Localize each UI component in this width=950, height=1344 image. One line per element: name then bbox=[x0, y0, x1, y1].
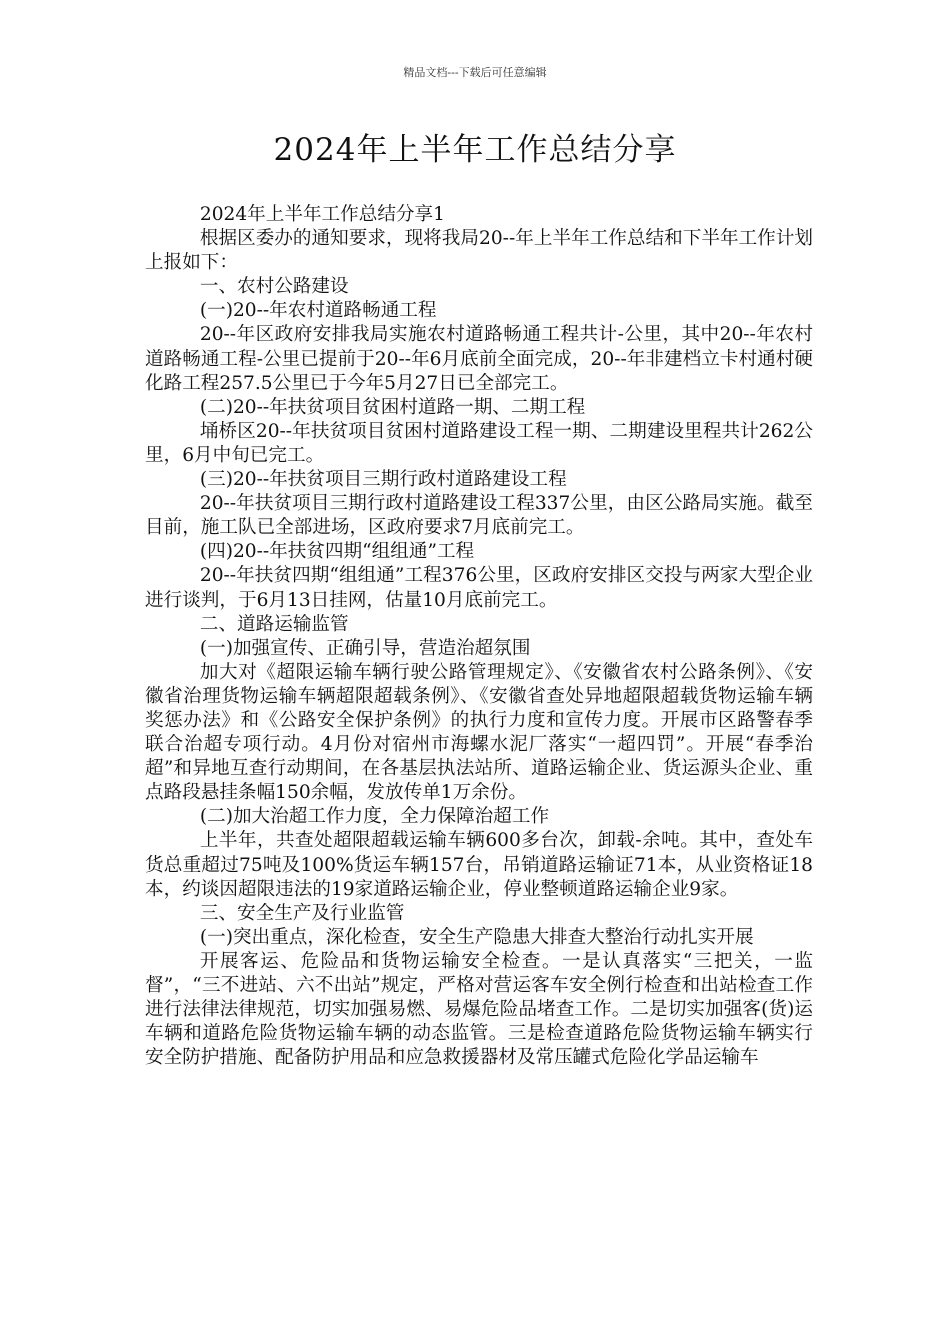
paragraph: 20--年扶贫四期“组组通”工程376公里，区政府安排区交投与两家大型企业进行谈判，于6月13日挂网，估量10月底前完工。 bbox=[145, 565, 813, 611]
page-header-note: 精品文档---下载后可任意编辑 bbox=[403, 66, 547, 79]
subsection-heading: (四)20--年扶贫四期“组组通”工程 bbox=[199, 541, 475, 563]
subsection-heading: (三)20--年扶贫项目三期行政村道路建设工程 bbox=[199, 469, 567, 491]
paragraph: 根据区委办的通知要求，现将我局20--年上半年工作总结和下半年工作计划上报如下： bbox=[145, 228, 813, 274]
section-heading: 一、农村公路建设 bbox=[199, 276, 349, 298]
subsection-heading: (二)20--年扶贫项目贫困村道路一期、二期工程 bbox=[199, 396, 586, 418]
document-title: 2024年上半年工作总结分享 bbox=[273, 132, 677, 168]
paragraph: 开展客运、危险品和货物运输安全检查。一是认真落实“三把关，一监督”，“三不进站、六不出站”规定，严格对营运客车安全例行检查和出站检查工作进行法律法律规范，切实加强易燃、易爆危险品堵查工作。二是切实加强客(货)运车辆和道路危险货物运输车辆的动态监管。三是检查道路危险货物运输车辆实行安全防护措施、配备防护用品和应急救援器材及常压罐式危险化学品运输车 bbox=[145, 950, 813, 1069]
paragraph: 20--年区政府安排我局实施农村道路畅通工程共计-公里，其中20--年农村道路畅通工程-公里已提前于20--年6月底前全面完成，20--年非建档立卡村通村硬化路工程257.5公里已于今年5月27日已全部完工。 bbox=[145, 324, 813, 394]
subsection-heading: (二)加大治超工作力度，全力保障治超工作 bbox=[199, 806, 550, 828]
subsection-heading: (一)加强宣传、正确引导，营造治超氛围 bbox=[199, 637, 531, 659]
paragraph: 上半年，共查处超限超载运输车辆600多台次，卸载-余吨。其中，查处车货总重超过75吨及100%货运车辆157台，吊销道路运输证71本，从业资格证18本，约谈因超限违法的19家道路运输企业，停业整顿道路运输企业9家。 bbox=[145, 830, 813, 900]
section-heading: 三、安全生产及行业监管 bbox=[199, 902, 405, 924]
paragraph: 埇桥区20--年扶贫项目贫困村道路建设工程一期、二期建设里程共计262公里，6月中旬已完工。 bbox=[145, 420, 813, 466]
section-heading: 二、道路运输监管 bbox=[199, 613, 349, 635]
subsection-heading: (一)20--年农村道路畅通工程 bbox=[199, 300, 437, 322]
paragraph: 20--年扶贫项目三期行政村道路建设工程337公里，由区公路局实施。截至目前，施工队已全部进场，区政府要求7月底前完工。 bbox=[145, 493, 813, 539]
paragraph: 2024年上半年工作总结分享1 bbox=[199, 204, 445, 225]
subsection-heading: (一)突出重点，深化检查，安全生产隐患大排查大整治行动扎实开展 bbox=[199, 926, 754, 948]
document-body bbox=[145, 203, 813, 1070]
paragraph: 加大对《超限运输车辆行驶公路管理规定》、《安徽省农村公路条例》、《安徽省治理货物运输车辆超限超载条例》、《安徽省查处异地超限超载货物运输车辆奖惩办法》和《公路安全保护条例》的执行力度和宣传力度。开展市区路警春季联合治超专项行动。4月份对宿州市海螺水泥厂落实“一超四罚”。开展“春季治超”和异地互查行动期间，在各基层执法站所、道路运输企业、货运源头企业、重点路段悬挂条幅150余幅，发放传单1万余份。 bbox=[145, 661, 813, 804]
